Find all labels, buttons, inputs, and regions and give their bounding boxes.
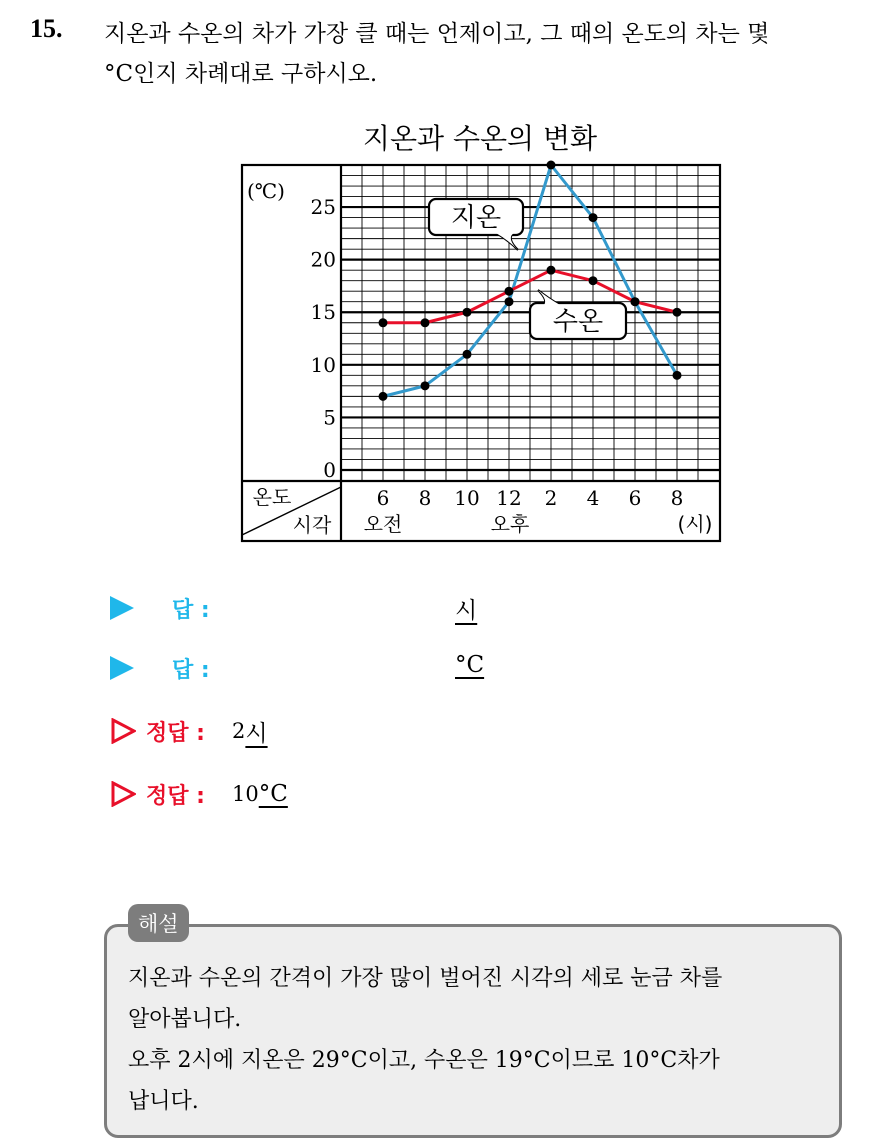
correct-label: 정답 : xyxy=(146,783,205,809)
correct-answer-2-value: 10 xyxy=(232,782,259,806)
outline-triangle-icon xyxy=(110,718,136,744)
question-number: 15. xyxy=(30,14,63,43)
correct-label: 정답 : xyxy=(146,720,205,746)
x-tick-label: 6 xyxy=(628,486,642,510)
question-line-1: 지온과 수온의 차가 가장 클 때는 언제이고, 그 때의 온도의 차는 몇 xyxy=(104,21,770,47)
y-tick-label: 20 xyxy=(310,247,336,272)
series-point-0 xyxy=(379,392,388,401)
x-tick-label: 6 xyxy=(376,486,390,510)
explanation-text xyxy=(128,958,828,1122)
series-point-1 xyxy=(673,308,682,317)
answer-blank-2-unit[interactable]: °C xyxy=(455,652,485,678)
series-point-0 xyxy=(421,381,430,390)
corner-label-time: 시각 xyxy=(292,513,332,537)
correct-answer-row-2 xyxy=(110,776,288,812)
x-period-label-pm: 오후 xyxy=(490,512,530,536)
explanation-line-4: 납니다. xyxy=(128,1089,199,1114)
series-point-1 xyxy=(379,318,388,327)
correct-answer-1-unit: 시 xyxy=(245,720,268,747)
answer-row-1 xyxy=(110,590,232,626)
series-point-0 xyxy=(547,161,556,170)
corner-label-temperature: 온도 xyxy=(252,485,292,509)
series-point-1 xyxy=(547,266,556,275)
series-point-0 xyxy=(505,297,514,306)
water-temp-callout-label: 수온 xyxy=(552,307,604,337)
series-point-1 xyxy=(463,308,472,317)
correct-answer-row-1 xyxy=(110,713,268,749)
series-point-0 xyxy=(463,350,472,359)
explanation-line-2: 알아봅니다. xyxy=(128,1007,242,1032)
ground-temp-callout-label: 지온 xyxy=(450,203,502,233)
x-tick-label: 10 xyxy=(454,486,480,510)
x-tick-label: 2 xyxy=(544,486,558,510)
x-tick-label: 4 xyxy=(586,486,600,510)
correct-answer-1-value: 2 xyxy=(232,719,246,743)
explanation-line-1: 지온과 수온의 간격이 가장 많이 벌어진 시각의 세로 눈금 차를 xyxy=(128,966,723,991)
y-tick-label: 5 xyxy=(323,405,336,430)
y-tick-label: 10 xyxy=(310,352,336,377)
series-point-1 xyxy=(631,297,640,306)
correct-answer-2-unit: °C xyxy=(258,781,288,807)
x-axis-unit: (시) xyxy=(677,512,713,536)
series-point-0 xyxy=(673,371,682,380)
y-tick-label: 15 xyxy=(310,300,336,325)
y-tick-label: 25 xyxy=(310,195,336,220)
play-triangle-icon xyxy=(110,656,134,680)
answer-row-2 xyxy=(110,650,232,686)
x-tick-label: 12 xyxy=(496,486,522,510)
play-triangle-icon xyxy=(110,596,134,620)
explanation-line-3: 오후 2시에 지온은 29°C이고, 수온은 19°C이므로 10°C차가 xyxy=(128,1048,720,1073)
series-point-0 xyxy=(589,213,598,222)
y-tick-label: 0 xyxy=(323,458,336,482)
chart-title: 지온과 수온의 변화 xyxy=(362,122,598,155)
temperature-line-chart xyxy=(0,0,884,560)
outline-triangle-icon xyxy=(110,781,136,807)
answer-blank-1-unit[interactable]: 시 xyxy=(455,598,478,624)
series-point-1 xyxy=(505,287,514,296)
y-axis-unit: (℃) xyxy=(247,179,285,203)
x-tick-label: 8 xyxy=(670,486,684,510)
x-tick-label: 8 xyxy=(418,486,432,510)
series-point-1 xyxy=(421,318,430,327)
x-period-label-am: 오전 xyxy=(363,512,403,536)
answer-label: 답 : xyxy=(172,657,210,683)
series-point-1 xyxy=(589,276,598,285)
explanation-tag: 해설 xyxy=(128,904,189,942)
answer-label: 답 : xyxy=(172,597,210,623)
question-line-2: °C인지 차례대로 구하시오. xyxy=(104,61,378,87)
